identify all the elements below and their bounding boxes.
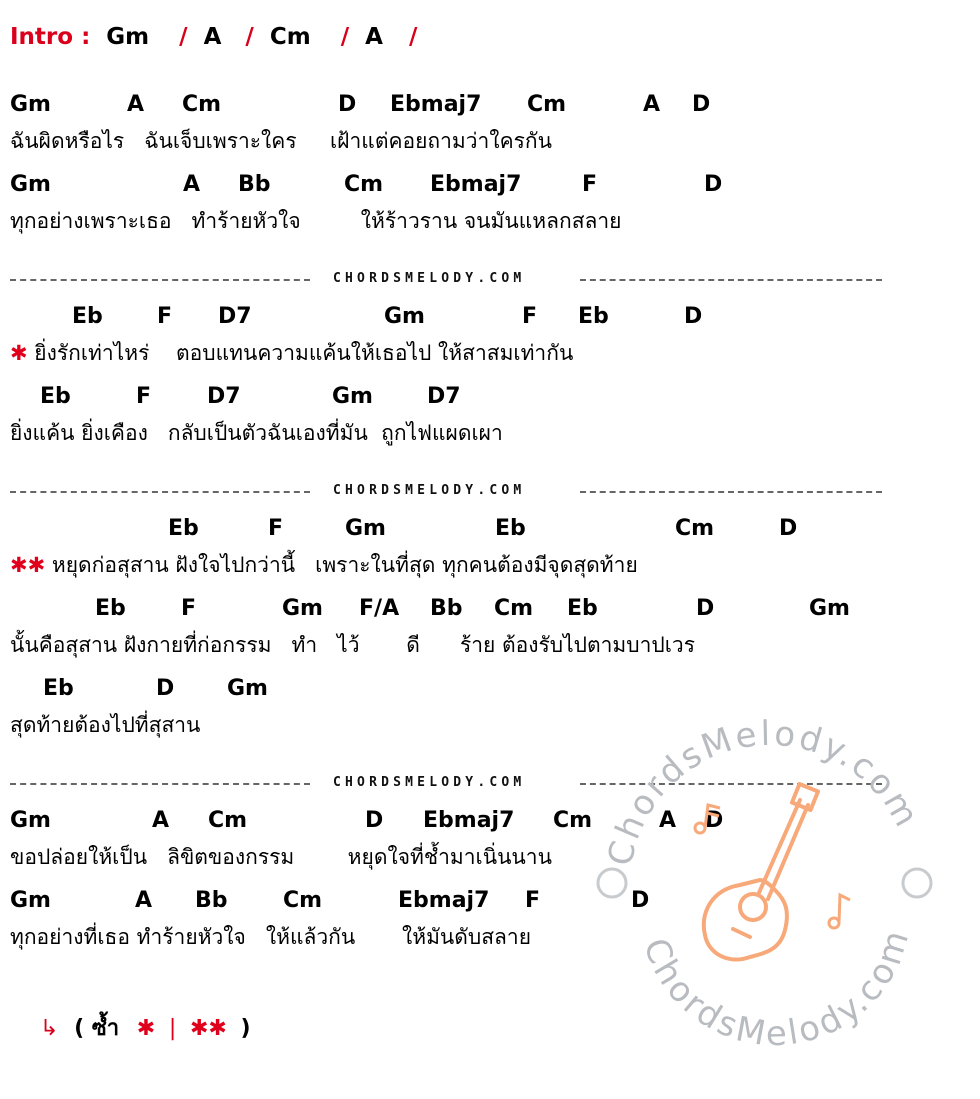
chord[interactable]: Cm <box>344 172 384 197</box>
chord-line <box>0 596 980 626</box>
lyric-text: ยิ่งรักเท่าไหร่ ตอบแทนความแค้นให้เธอไป ให้สาสมเท่ากัน <box>34 341 574 365</box>
chord[interactable]: Cm <box>675 516 715 541</box>
repeat-close: ) <box>240 1016 251 1041</box>
chord[interactable]: D <box>692 92 711 117</box>
repeat-open: ( ซ้ำ <box>74 1016 120 1041</box>
chord[interactable]: D <box>705 808 724 833</box>
chord[interactable]: A <box>183 172 201 197</box>
chord[interactable]: Gm <box>345 516 386 541</box>
lyric-text: ฉันผิดหรือไร ฉันเจ็บเพราะใคร เฝ้าแต่คอยถามว่าใครกัน <box>10 129 553 153</box>
chord[interactable]: F <box>181 596 197 621</box>
chord[interactable]: Eb <box>168 516 199 541</box>
lyric-line <box>10 629 695 662</box>
chord[interactable]: Ebmaj7 <box>430 172 522 197</box>
chord[interactable]: A <box>643 92 661 117</box>
chord[interactable]: D7 <box>218 304 252 329</box>
chord[interactable]: Cm <box>494 596 534 621</box>
chord[interactable]: Ebmaj7 <box>390 92 482 117</box>
chord[interactable]: Cm <box>283 888 323 913</box>
chord[interactable]: D <box>779 516 798 541</box>
chord[interactable]: Bb <box>238 172 271 197</box>
dashed-line <box>580 491 882 493</box>
bar-separator: / <box>408 24 418 50</box>
chord[interactable]: D7 <box>207 384 241 409</box>
chord[interactable]: Gm <box>10 808 51 833</box>
chord[interactable]: A <box>152 808 170 833</box>
music-note-circle-icon <box>598 869 626 897</box>
lyric-line <box>10 125 552 158</box>
chord-line <box>0 516 980 546</box>
section-separator <box>10 270 882 290</box>
chord[interactable]: F <box>157 304 173 329</box>
chord-line <box>0 304 980 334</box>
site-watermark-text: CHORDSMELODY.COM <box>333 483 526 498</box>
lyric-text: หยุดก่อสุสาน ฝังใจไปกว่านี้ เพราะในที่สุด ทุกคนต้องมีจุดสุดท้าย <box>51 553 638 577</box>
chord[interactable]: Eb <box>95 596 126 621</box>
chord[interactable]: D7 <box>427 384 461 409</box>
chord[interactable]: F <box>522 304 538 329</box>
chord[interactable]: D <box>365 808 384 833</box>
lyric-line <box>10 921 531 954</box>
lyric-line <box>10 337 573 370</box>
chord[interactable]: Gm <box>384 304 425 329</box>
bar-divider: | <box>168 1016 177 1041</box>
chord[interactable]: Eb <box>43 676 74 701</box>
bar-separator: / <box>245 24 254 50</box>
site-watermark-text: CHORDSMELODY.COM <box>333 775 526 790</box>
dashed-line <box>580 279 882 281</box>
lyric-line <box>10 841 552 874</box>
chord[interactable]: Gm <box>227 676 268 701</box>
intro-label: Intro : <box>10 24 91 50</box>
chord[interactable]: Eb <box>72 304 103 329</box>
dashed-line <box>10 279 310 281</box>
chord[interactable]: Gm <box>10 172 51 197</box>
chord[interactable]: D <box>696 596 715 621</box>
chord[interactable]: Bb <box>430 596 463 621</box>
chord[interactable]: Eb <box>495 516 526 541</box>
dashed-line <box>10 783 310 785</box>
chord[interactable]: D <box>684 304 703 329</box>
chord[interactable]: Bb <box>195 888 228 913</box>
intro-chord: A <box>365 24 383 50</box>
chord[interactable]: Gm <box>10 92 51 117</box>
chord[interactable]: D <box>338 92 357 117</box>
section-separator <box>10 482 882 502</box>
chord[interactable]: F/A <box>359 596 400 621</box>
intro-line <box>10 24 417 50</box>
chord-line <box>0 384 980 414</box>
chord[interactable]: Ebmaj7 <box>398 888 490 913</box>
watermark-text-bottom: ChordsMelody.com <box>635 923 918 1055</box>
chord[interactable]: Eb <box>578 304 609 329</box>
chord[interactable]: Cm <box>182 92 222 117</box>
lyric-line <box>10 709 200 742</box>
chord[interactable]: Cm <box>527 92 567 117</box>
dashed-line <box>10 491 310 493</box>
chord[interactable]: A <box>127 92 145 117</box>
chord[interactable]: F <box>268 516 284 541</box>
repeat-instruction <box>40 1010 251 1045</box>
bar-separator: / <box>340 24 350 50</box>
chord[interactable]: Gm <box>10 888 51 913</box>
chord-line <box>0 172 980 202</box>
chord[interactable]: Gm <box>332 384 373 409</box>
chord[interactable]: Eb <box>567 596 598 621</box>
chord[interactable]: F <box>582 172 598 197</box>
chord[interactable]: F <box>136 384 152 409</box>
lyric-text: ทุกอย่างเพราะเธอ ทำร้ายหัวใจ ให้ร้าวราน จนมันแหลกสลาย <box>10 209 622 233</box>
chord[interactable]: Gm <box>809 596 850 621</box>
hook-marker-icon: ✱✱ <box>10 553 46 577</box>
hook-marker-icon: ✱✱ <box>189 1016 227 1041</box>
chordsmelody-watermark-logo <box>590 695 950 1055</box>
lyric-line <box>10 205 621 238</box>
chord[interactable]: D <box>704 172 723 197</box>
return-arrow-icon: ↳ <box>40 1016 59 1041</box>
lyric-line <box>10 417 503 450</box>
intro-chord: A <box>203 24 222 50</box>
chord[interactable]: Cm <box>553 808 593 833</box>
chord[interactable]: Gm <box>282 596 323 621</box>
site-watermark-text: CHORDSMELODY.COM <box>333 271 526 286</box>
chord[interactable]: D <box>631 888 650 913</box>
lyric-text: ยิ่งแค้น ยิ่งเคือง กลับเป็นตัวฉันเองที่มัน ถูกไฟแผดเผา <box>10 421 503 445</box>
chorus-marker-icon: ✱ <box>136 1016 156 1041</box>
chord[interactable]: Ebmaj7 <box>423 808 515 833</box>
chord[interactable]: Eb <box>40 384 71 409</box>
chord-line <box>0 92 980 122</box>
lyric-text: ขอปล่อยให้เป็น ลิขิตของกรรม หยุดใจที่ช้ำมาเนิ่นนาน <box>10 845 552 869</box>
chord[interactable]: F <box>525 888 541 913</box>
lyric-line <box>10 549 638 582</box>
guitar-icon <box>704 784 818 960</box>
watermark-text-top: ChordsMelody.com <box>600 713 928 870</box>
chord[interactable]: A <box>135 888 153 913</box>
chord[interactable]: A <box>659 808 677 833</box>
intro-chord: Gm <box>106 24 150 50</box>
music-note-circle-icon <box>903 869 931 897</box>
lyric-text: ทุกอย่างที่เธอ ทำร้ายหัวใจ ให้แล้วกัน ให้มันดับสลาย <box>10 925 532 949</box>
chorus-marker-icon: ✱ <box>10 341 28 365</box>
lyric-text: สุดท้ายต้องไปที่สุสาน <box>10 713 201 737</box>
lyric-text: นั้นคือสุสาน ฝังกายที่ก่อกรรม ทำ ไว้ ดี ร้าย ต้องรับไปตามบาปเวร <box>10 633 695 657</box>
chord[interactable]: Cm <box>208 808 248 833</box>
bar-separator: / <box>179 24 188 50</box>
chord[interactable]: D <box>156 676 175 701</box>
intro-chord: Cm <box>269 24 311 50</box>
